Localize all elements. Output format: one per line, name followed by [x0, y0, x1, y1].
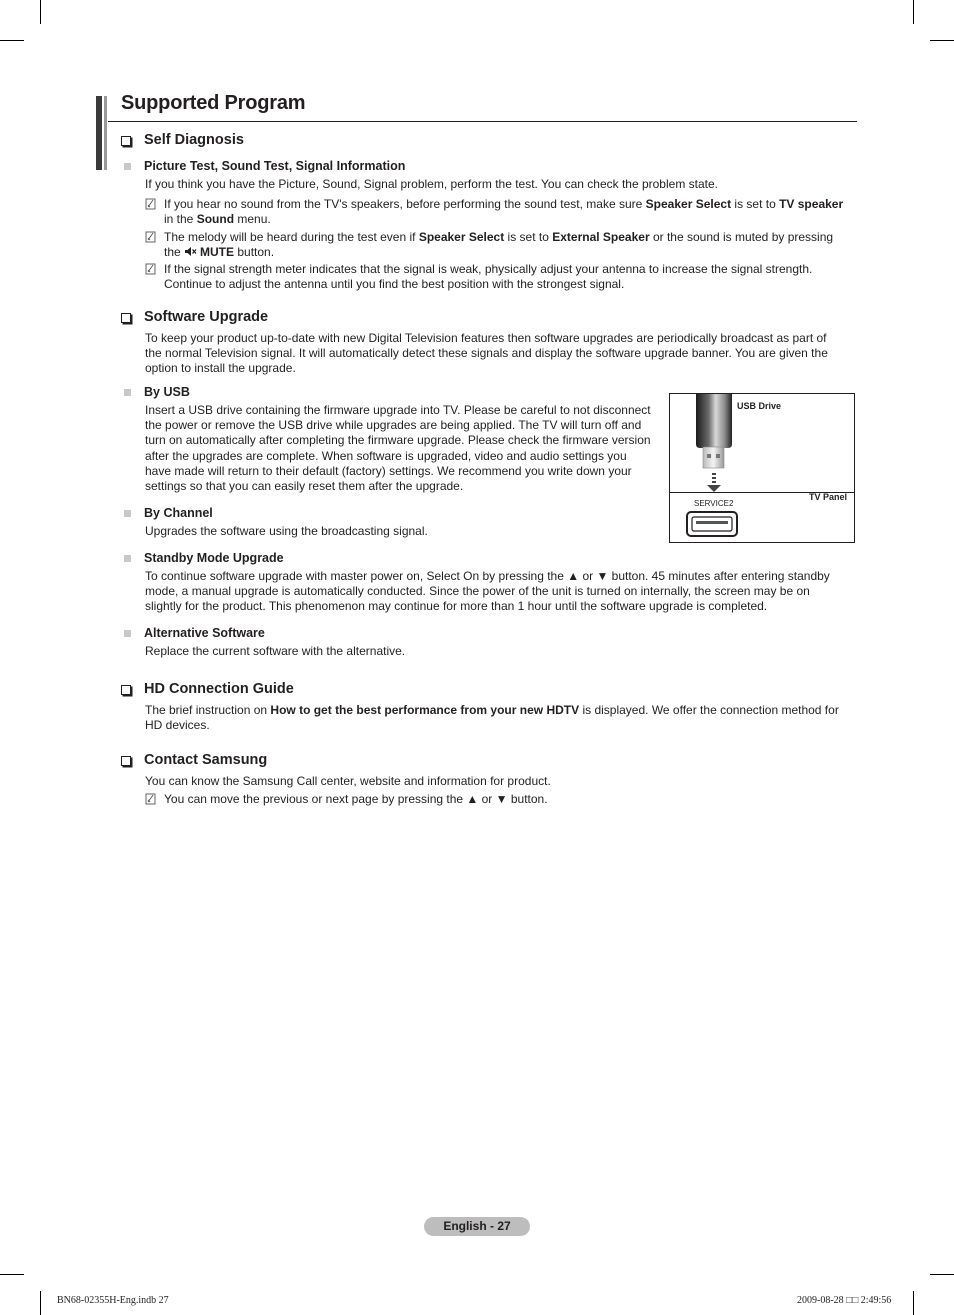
section-heading-contact-samsung: [121, 752, 267, 768]
note-text: the: [164, 245, 185, 260]
note-text: button.: [234, 245, 275, 260]
body-line: turn on automatically after completing the firmware upgrade. Please check the firmware version: [145, 433, 651, 448]
checkbox-icon: [121, 136, 131, 146]
note-text: The melody will be heard during the test even if: [164, 230, 419, 244]
self-diagnosis-body: If you think you have the Picture, Sound, Signal problem, perform the test. You can check the problem state.: [145, 177, 718, 191]
section-heading-hd-connection-guide: [121, 681, 294, 697]
tv-panel-label: TV Panel: [808, 492, 847, 502]
usb-drive-label: USB Drive: [737, 401, 782, 411]
subheading-by-usb: [121, 385, 190, 399]
svg-text:SERVICE2: SERVICE2: [694, 499, 734, 508]
note-bold: Sound: [196, 212, 235, 227]
crop-mark: [930, 1274, 954, 1275]
body-line: mode, a manual upgrade is automatically conducted. Since the power of the unit is turned on internally, the screen may be on: [145, 584, 810, 599]
note-text: in the: [164, 212, 197, 227]
note-text: menu.: [234, 212, 271, 227]
body-text: is displayed. We offer the connection method for: [579, 703, 839, 717]
body-text: HD devices.: [145, 718, 210, 733]
by-channel-body: Upgrades the software using the broadcasting signal.: [145, 524, 428, 538]
checkbox-icon: [121, 756, 131, 766]
subheading-alternative-software: [121, 626, 265, 640]
body-line: To keep your product up-to-date with new Digital Television features then software upgrades are periodically broadcast as part of: [145, 331, 827, 345]
by-usb-body: [145, 403, 651, 494]
body-line: have made will return to their default (factory) settings. We recommend you write down your: [145, 463, 632, 478]
body-line: settings so that you can easily reset them after the upgrade.: [145, 479, 464, 494]
crop-mark: [40, 1291, 41, 1315]
square-bullet-icon: [124, 163, 131, 170]
subheading-label: Standby Mode Upgrade: [144, 551, 284, 565]
crop-mark: [913, 1291, 914, 1315]
note-text: If you hear no sound from the TV's speakers, before performing the sound test, make sure: [164, 197, 646, 211]
note-bold: Speaker Select: [645, 197, 732, 211]
contact-samsung-body: You can know the Samsung Call center, website and information for product.: [145, 774, 551, 788]
checkbox-icon: [121, 685, 131, 695]
crop-mark: [40, 0, 41, 24]
body-text: The brief instruction on: [145, 703, 271, 717]
note-icon: [145, 231, 157, 243]
square-bullet-icon: [124, 555, 131, 562]
crop-mark: [0, 1274, 24, 1275]
alternative-software-body: Replace the current software with the alternative.: [145, 644, 406, 658]
section-heading-software-upgrade: [121, 309, 268, 325]
body-line: option to install the upgrade.: [145, 361, 296, 376]
subheading-by-channel: [121, 506, 213, 520]
subheading-label: By USB: [144, 385, 190, 399]
body-line: the normal Television signal. It will automatically detect these signals and display the software upgrade banner. You are given the: [145, 346, 828, 361]
crop-mark: [0, 40, 24, 41]
section-title: Self Diagnosis: [144, 132, 244, 148]
page-number-badge: English - 27: [424, 1217, 530, 1236]
subheading-standby-mode: [121, 551, 284, 565]
page-title: Supported Program: [121, 92, 306, 114]
body-line: slightly for the product. This phenomenon may continue for more than 1 hour until the software upgrade is completed.: [145, 599, 768, 614]
note-text: If the signal strength meter indicates that the signal is weak, physically adjust your antenna to increase the signal strength.: [164, 262, 813, 276]
print-slug-right: 2009-08-28 □□ 2:49:56: [797, 1295, 892, 1306]
title-accent-bar: [96, 96, 110, 170]
note-text: You can move the previous or next page by pressing the ▲ or ▼ button.: [164, 792, 548, 806]
crop-mark: [930, 40, 954, 41]
note-text: or the sound is muted by pressing: [649, 230, 834, 244]
print-slug-left: BN68-02355H-Eng.indb 27: [57, 1295, 169, 1306]
subheading-picture-sound-signal: [121, 159, 405, 173]
body-bold: How to get the best performance from your new HDTV: [270, 703, 580, 717]
body-line: the power or remove the USB drive while upgrades are being applied. The TV will turn off and: [145, 418, 642, 433]
note-icon: [145, 198, 157, 210]
title-rule: [108, 121, 857, 122]
note-bold: TV speaker: [779, 197, 844, 211]
note-bold: External Speaker: [552, 230, 650, 244]
software-upgrade-body: [145, 331, 828, 377]
body-line: after the upgrades are complete. When software is upgraded, video and audio settings you: [145, 448, 627, 463]
note-text: is set to: [731, 197, 780, 211]
section-title: Contact Samsung: [144, 752, 268, 768]
note-signal-strength: [145, 262, 857, 294]
note-melody: [145, 230, 857, 262]
square-bullet-icon: [124, 389, 131, 396]
body-line: Insert a USB drive containing the firmware upgrade into TV. Please be careful to not disconnect: [145, 403, 651, 417]
section-heading-self-diagnosis: [121, 132, 244, 148]
subheading-label: By Channel: [144, 506, 213, 520]
square-bullet-icon: [124, 510, 131, 517]
note-speaker-select: [145, 197, 857, 229]
note-text: is set to: [504, 230, 553, 244]
standby-mode-body: [145, 569, 830, 615]
checkbox-icon: [121, 313, 131, 323]
note-bold: Speaker Select: [418, 230, 505, 244]
usb-drive-illustration: [670, 394, 854, 542]
square-bullet-icon: [124, 630, 131, 637]
mute-icon: [184, 246, 197, 257]
note-icon: [145, 263, 157, 275]
subheading-label: Alternative Software: [144, 626, 265, 640]
subheading-label: Picture Test, Sound Test, Signal Information: [144, 159, 406, 173]
note-text: Continue to adjust the antenna until you find the best position with the strongest signal.: [164, 277, 625, 292]
note-icon: [145, 793, 157, 805]
section-title: Software Upgrade: [144, 309, 269, 325]
hd-connection-guide-body: [145, 703, 839, 733]
crop-mark: [913, 0, 914, 24]
note-bold: MUTE: [200, 245, 235, 260]
body-line: To continue software upgrade with master power on, Select On by pressing the ▲ or ▼ button. 45 minutes after entering standby: [145, 569, 830, 583]
usb-connection-figure: [669, 393, 855, 543]
section-title: HD Connection Guide: [144, 681, 294, 697]
note-page-navigation: [145, 792, 857, 808]
